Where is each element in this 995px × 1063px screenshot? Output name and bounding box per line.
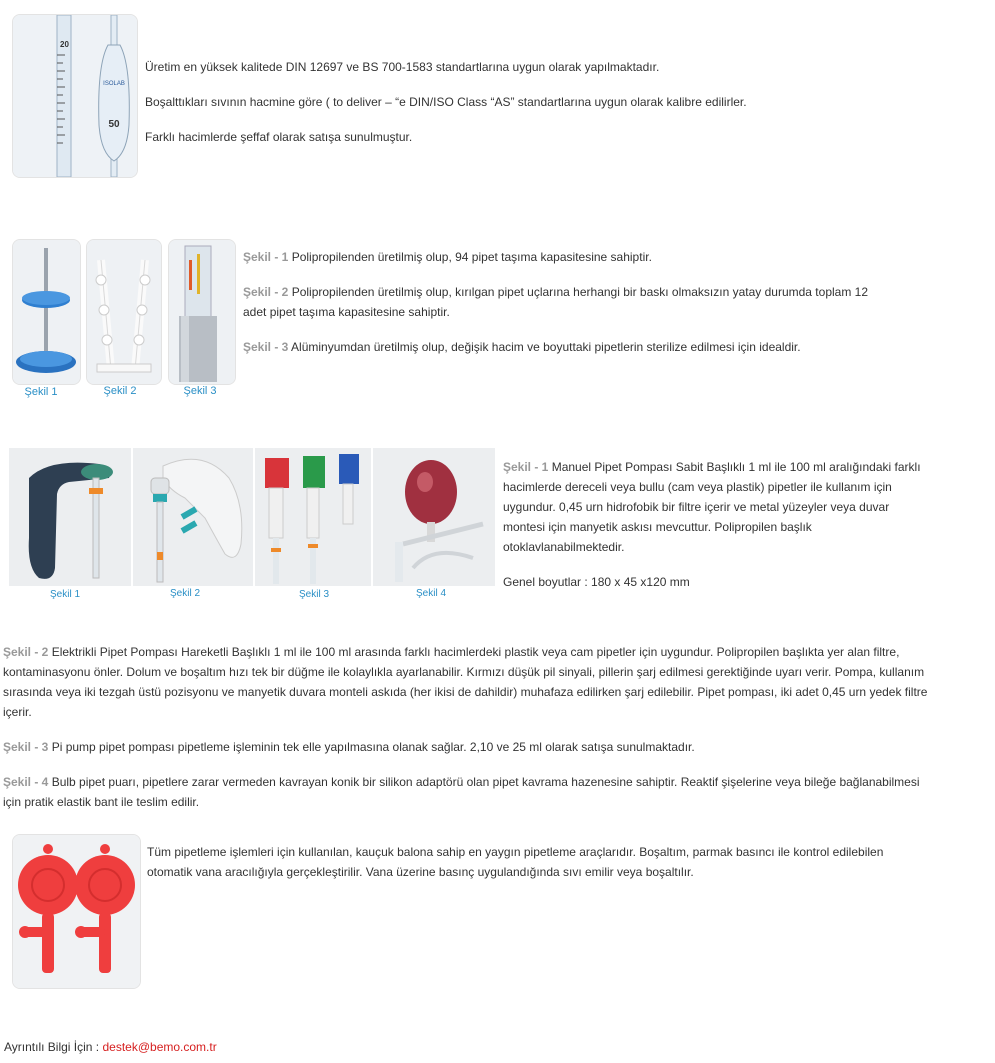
manual-pump-dimensions: Genel boyutlar : 180 x 45 x120 mm bbox=[503, 575, 690, 589]
manual-pump-description bbox=[503, 457, 928, 557]
bulb-pipette-filler-image[interactable] bbox=[373, 448, 495, 586]
figure-description: Pi pump pipet pompası pipetleme işleminin tek elle yapılmasına olanak sağlar. 2,10 ve 25 ml olarak satışa sunulmaktadır. bbox=[48, 740, 695, 754]
figure-description: Manuel Pipet Pompası Sabit Başlıklı 1 ml ile 100 ml aralığındaki farklı hacimlerde dereceli veya bullu (cam veya plastik) pipetler ile kullanım için uygundur. 0,45 urn hidrofobik bir filtre içerir ve metal yüzeyler veya duvar montesi için manyetik askısı mevcuttur. Polipropilen başlık otoklavlanabilmektedir. bbox=[503, 460, 921, 554]
pipette-standards-text: Üretim en yüksek kalitede DIN 12697 ve BS 700-1583 standartlarına uygun olarak yapılmaktadır. bbox=[145, 60, 660, 74]
rubber-bulb-description: Tüm pipetleme işlemleri için kullanılan, kauçuk balona sahip en yaygın pipetleme araçlarıdır. Boşaltım, parmak basıncı ile kontrol edilebilen otomatik vana aracılığıyla gerçekleştirilir. Vana üzerine basınç uygulandığında sıvı emilir veya boşaltılır. bbox=[147, 845, 884, 879]
stand-description-3 bbox=[243, 337, 883, 357]
contact-label: Ayrıntılı Bilgi İçin : bbox=[4, 1040, 103, 1054]
figure-description: Alüminyumdan üretilmiş olup, değişik hacim ve boyuttaki pipetlerin sterilize edilmesi için idealdir. bbox=[288, 340, 801, 354]
figure-label: Şekil - 3 bbox=[243, 340, 289, 354]
pump-caption-3: Şekil 3 bbox=[298, 589, 329, 600]
figure-description: Elektrikli Pipet Pompası Hareketli Başlıklı 1 ml ile 100 ml arasında farklı hacimlerdeki plastik veya cam pipetler için uygundur. Polipropilen başlıkta yer alan filtre, kontaminasyonu önler. Dolum ve boşaltım hızı tek bir düğme ile kolaylıkla ayarlanabilir. Kırmızı düşük pil sinyali, pillerin şarj edilmesi gerektiğinde uyarı verir. Pompa, kullanım sırasında veya iki tezgah üstü pozisyonu ve manyetik duvara monteli askıda (her ikisi de dahildir) muhafaza edilirken şarj edilebilir. Pipet pompası, iki adet 0,45 urn yedek filtre içerir. bbox=[3, 645, 928, 719]
svg-text:ISOLAB: ISOLAB bbox=[103, 81, 125, 87]
stand-description-2 bbox=[243, 282, 883, 322]
figure-label: Şekil - 4 bbox=[3, 775, 49, 789]
figure-description: Polipropilenden üretilmiş olup, kırılgan pipet uçlarına herhangi bir baskı olmaksızın yatay durumda toplam 12 adet pipet taşıma kapasitesine sahiptir. bbox=[243, 285, 869, 319]
pump-caption-1: Şekil 1 bbox=[49, 589, 80, 600]
figure-caption-1: Şekil 1 bbox=[24, 386, 58, 398]
rubber-pipette-bulbs-image bbox=[12, 834, 141, 989]
figure-label: Şekil - 1 bbox=[503, 460, 549, 474]
electric-pump-description bbox=[3, 642, 928, 722]
pi-pump-image[interactable] bbox=[255, 448, 371, 586]
contact-email-link[interactable]: destek@bemo.com.tr bbox=[102, 1040, 217, 1054]
stand-description-1 bbox=[243, 247, 883, 267]
pipette-availability-text: Farklı hacimlerde şeffaf olarak satışa sunulmuştur. bbox=[145, 130, 413, 144]
pump-caption-4: Şekil 4 bbox=[415, 588, 446, 599]
pipette-calibration-text: Boşalttıkları sıvının hacmine göre ( to deliver – “e DIN/ISO Class “AS” standartlarına uygun olarak kalibre edilirler. bbox=[145, 95, 747, 109]
svg-text:50: 50 bbox=[108, 119, 120, 130]
figure-description: Bulb pipet puarı, pipetlere zarar vermeden kavrayan konik bir silikon adaptörü olan pipet kavrama hazenesine sahiptir. Reaktif şişelerine veya bileğe bağlanabilmesi için pratik elastik bant ile teslim edilir. bbox=[3, 775, 920, 809]
figure-label: Şekil - 1 bbox=[243, 250, 289, 264]
figure-label: Şekil - 3 bbox=[3, 740, 49, 754]
pi-pump-description bbox=[3, 737, 928, 757]
svg-text:20: 20 bbox=[60, 40, 69, 49]
figure-label: Şekil - 2 bbox=[243, 285, 289, 299]
contact-info bbox=[4, 1040, 217, 1054]
pump-caption-2: Şekil 2 bbox=[169, 588, 200, 599]
manual-pipette-pump-image[interactable] bbox=[9, 448, 131, 586]
pipette-rack-horizontal-image[interactable] bbox=[86, 239, 162, 385]
bulb-filler-description bbox=[3, 772, 928, 812]
pipette-sterilization-case-image[interactable] bbox=[168, 239, 236, 385]
figure-caption-2: Şekil 2 bbox=[103, 385, 137, 397]
electric-pipette-pump-image[interactable] bbox=[133, 448, 253, 586]
figure-description: Polipropilenden üretilmiş olup, 94 pipet taşıma kapasitesine sahiptir. bbox=[288, 250, 652, 264]
figure-caption-3: Şekil 3 bbox=[183, 385, 217, 397]
glass-pipettes-image bbox=[12, 14, 138, 178]
figure-label: Şekil - 2 bbox=[3, 645, 49, 659]
pipette-stand-round-image[interactable] bbox=[12, 239, 81, 385]
